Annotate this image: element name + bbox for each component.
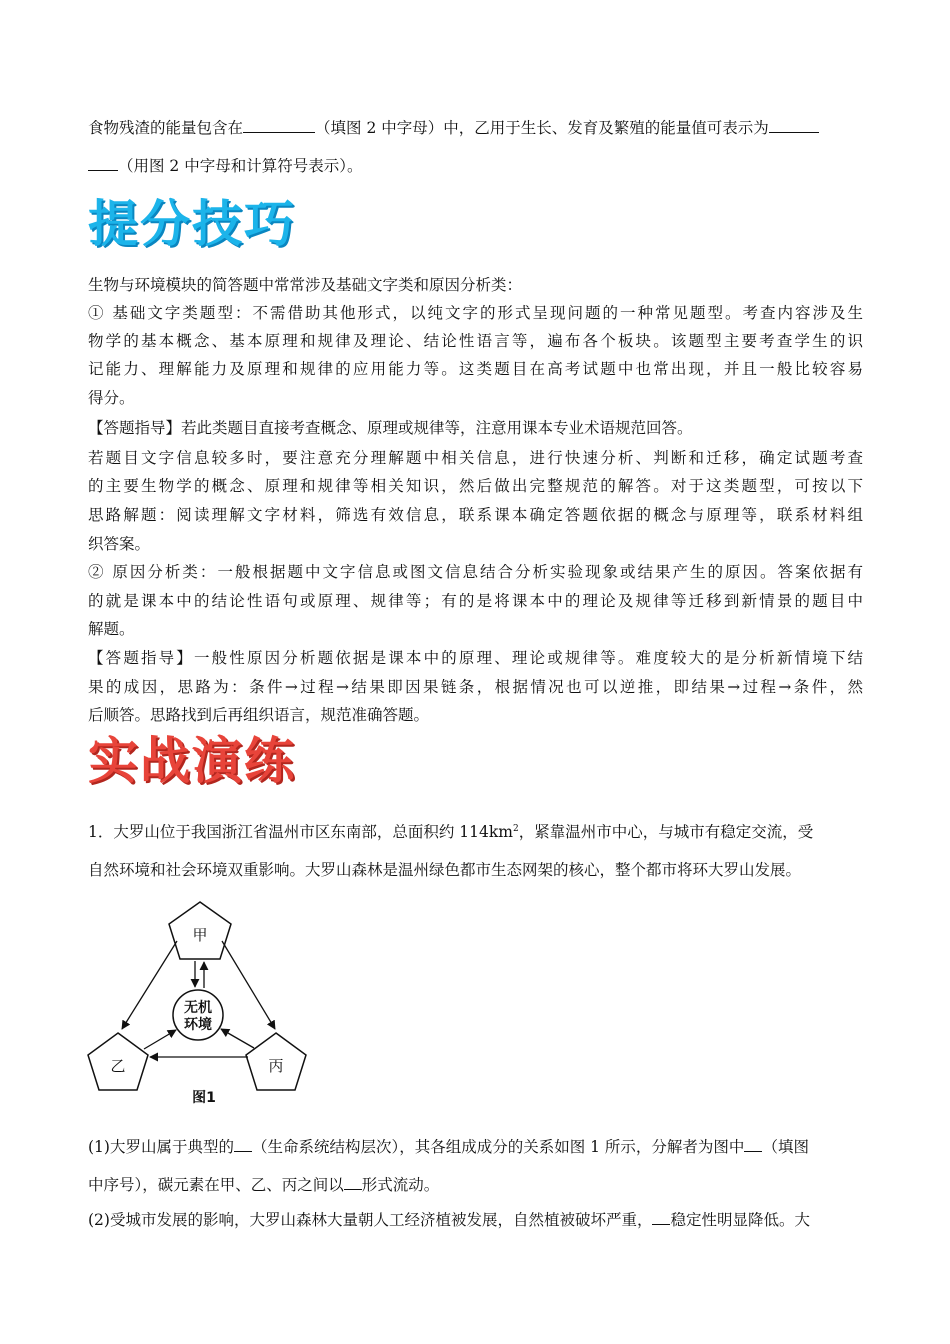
tip-p3-line: ② 原因分析类：一般根据题中文字信息或图文信息结合分析实验现象或结果产生的原因。答案依据有	[88, 563, 863, 581]
node-yi-label: 乙	[110, 1057, 126, 1075]
tip-guide-2-line: 【答题指导】一般性原因分析题依据是课本中的原理、理论或规律等。难度较大的是分析新情境下结	[88, 649, 863, 667]
arrow-bing-env	[221, 1029, 254, 1048]
tip-p1-line: ① 基础文字类题型：不需借助其他形式，以纯文字的形式呈现问题的一种常见题型。考查内容涉及生	[88, 304, 863, 322]
text: （填图	[762, 1138, 809, 1156]
subq-2-line-1	[88, 1210, 863, 1230]
arrow-yi-env	[144, 1030, 176, 1049]
node-bing-label: 丙	[268, 1057, 284, 1075]
tip-intro: 生物与环境模块的简答题中常常涉及基础文字类和原因分析类：	[88, 276, 523, 294]
question-1-line-2: 自然环境和社会环境双重影响。大罗山森林是温州绿色都市生态网架的核心，整个都市将环大罗山发展。	[88, 861, 802, 879]
tip-guide-1: 【答题指导】若此类题目直接考查概念、原理或规律等，注意用课本专业术语规范回答。	[88, 419, 693, 437]
tip-p1-line: 物学的基本概念、基本原理和规律及理论、结论性语言等，遍布各个板块。该题型主要考查学生的识	[88, 332, 863, 350]
tip-heading-text: 提分技巧	[88, 195, 296, 253]
tip-guide-2-line: 后顺答。思路找到后再组织语言，规范准确答题。	[88, 706, 430, 724]
ecosystem-diagram	[82, 896, 322, 1116]
text: ，紧靠温州市中心，与城市有稳定交流，受	[518, 823, 814, 841]
answer-blank	[652, 1210, 670, 1225]
answer-blank	[344, 1175, 362, 1190]
tip-p3-line: 解题。	[88, 620, 135, 638]
answer-blank	[769, 118, 819, 133]
text: 形式流动。	[361, 1176, 440, 1194]
text: （填图 2 中字母）中，乙用于生长、发育及繁殖的能量值可表示为	[315, 119, 769, 137]
tip-p3-line: 的就是课本中的结论性语句或原理、规律等；有的是将课本中的理论及规律等迁移到新情景的题目中	[88, 592, 863, 610]
text: （用图 2 中字母和计算符号表示）。	[118, 157, 363, 175]
text: 中序号），碳元素在甲、乙、丙之间以	[88, 1176, 344, 1194]
question-1-line-1	[88, 822, 863, 842]
text: 食物残渣的能量包含在	[88, 119, 244, 137]
subq-1-line-2	[88, 1175, 863, 1195]
answer-blank	[88, 156, 118, 171]
text: （生命系统结构层次），其各组成成分的关系如图 1 所示，分解者为图中	[251, 1138, 745, 1156]
top-line-1	[88, 118, 863, 138]
answer-blank	[234, 1137, 252, 1152]
node-jia-label: 甲	[192, 926, 208, 944]
center-label-2: 环境	[184, 1017, 212, 1033]
tip-p2-line: 思路解题：阅读理解文字材料，筛选有效信息，联系课本确定答题依据的概念与原理等，联系材料组	[88, 506, 863, 524]
top-line-2	[88, 156, 863, 176]
superscript: 2	[512, 824, 519, 834]
text: (2)受城市发展的影响，大罗山森林大量朝人工经济植被发展，自然植被破坏严重，	[88, 1211, 653, 1229]
tip-heading	[88, 196, 296, 252]
tip-p1-line: 记能力、理解能力及原理和规律的应用能力等。这类题目在高考试题中也常出现，并且一般比较容易	[88, 360, 863, 378]
arrow-jia-bing	[222, 941, 275, 1029]
text: 1．大罗山位于我国浙江省温州市区东南部，总面积约 114km	[88, 823, 513, 841]
center-label-1: 无机	[184, 1000, 212, 1016]
tip-p1-line: 得分。	[88, 389, 135, 407]
text: 稳定性明显降低。大	[670, 1211, 810, 1229]
tip-p2-line: 织答案。	[88, 535, 151, 553]
text: (1)大罗山属于典型的	[88, 1138, 234, 1156]
practice-heading	[88, 733, 296, 789]
subq-1-line-1	[88, 1137, 863, 1157]
figure-caption: 图1	[192, 1090, 216, 1106]
tip-p2-line: 若题目文字信息较多时，要注意充分理解题中相关信息，进行快速分析、判断和迁移，确定试题考查	[88, 449, 863, 467]
answer-blank	[243, 118, 315, 133]
tip-guide-2-line: 果的成因，思路为：条件→过程→结果即因果链条，根据情况也可以逆推，即结果→过程→条件，然	[88, 678, 863, 696]
tip-p2-line: 的主要生物学的概念、原理和规律等相关知识，然后做出完整规范的解答。对于这类题型，可按以下	[88, 477, 863, 495]
practice-heading-text: 实战演练	[88, 732, 296, 790]
arrow-jia-yi	[122, 941, 177, 1029]
answer-blank	[744, 1137, 762, 1152]
